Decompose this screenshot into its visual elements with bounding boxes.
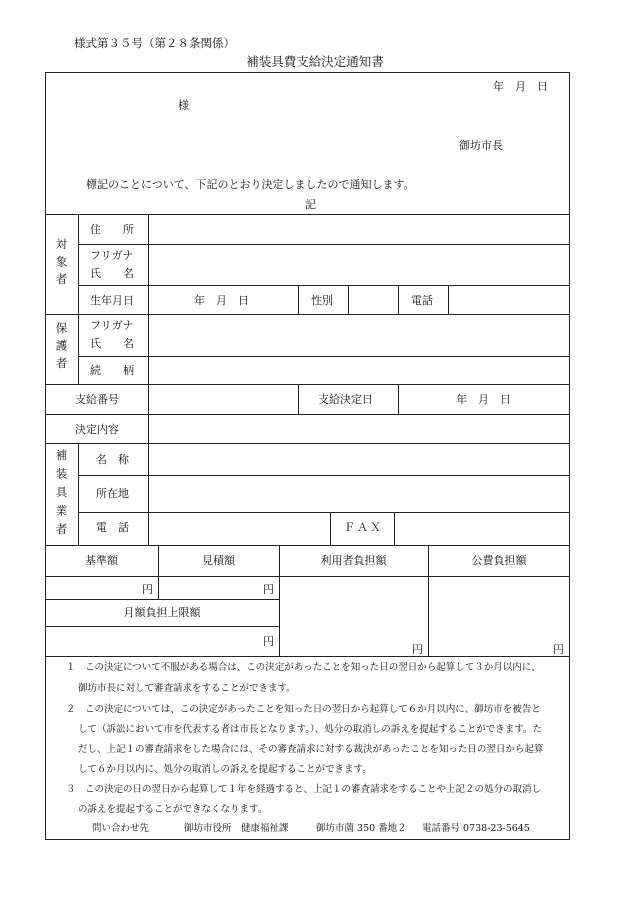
issue-date: 年 月 日 bbox=[493, 80, 548, 93]
rule bbox=[298, 384, 299, 414]
rule bbox=[45, 576, 570, 577]
rule bbox=[45, 314, 570, 315]
form-number: 様式第３５号（第２８条関係） bbox=[74, 36, 235, 50]
birthdate-label: 生年月日 bbox=[90, 294, 134, 307]
monthly-limit-label: 月額負担上限額 bbox=[123, 606, 201, 619]
phone-label: 電話 bbox=[411, 294, 433, 307]
rule bbox=[78, 214, 79, 384]
decision-date-value: 年 月 日 bbox=[456, 393, 511, 406]
intro-text: 標記のことについて、下記のとおり決定しましたので通知します。 bbox=[86, 178, 415, 191]
rule bbox=[45, 443, 570, 444]
contact-phone: 電話番号 0738-23-5645 bbox=[422, 823, 530, 834]
rule bbox=[448, 285, 449, 314]
public-burden-yen: 円 bbox=[553, 643, 564, 656]
rule bbox=[45, 545, 570, 546]
addressee-suffix: 様 bbox=[178, 99, 189, 112]
payment-number-label: 支給番号 bbox=[75, 393, 119, 406]
relation-label: 続 柄 bbox=[90, 364, 134, 377]
user-burden-label: 利用者負担額 bbox=[320, 554, 387, 567]
rule bbox=[45, 414, 570, 415]
ki-label: 記 bbox=[305, 198, 316, 211]
guardian-name-label: 氏 名 bbox=[90, 337, 134, 350]
note-2-line-4: して６か月以内に、処分の取消しの訴えを提起することができます。 bbox=[78, 764, 372, 775]
user-burden-yen: 円 bbox=[412, 643, 423, 656]
rule bbox=[78, 356, 570, 357]
note-1-line-2: 御坊市長に対して審査請求をすることができます。 bbox=[78, 683, 296, 694]
rule bbox=[348, 285, 349, 314]
note-1-line-1: １ この決定について不服がある場合は、この決定があったことを知った日の翌日から起算して３か月以内に、 bbox=[66, 662, 541, 673]
rule bbox=[78, 244, 570, 245]
vendor-location-label: 所在地 bbox=[96, 487, 129, 500]
standard-yen: 円 bbox=[142, 583, 153, 596]
contact-label: 問い合わせ先 bbox=[92, 823, 150, 834]
note-3-line-2: の訴えを提起することができなくなります。 bbox=[78, 804, 268, 815]
rule bbox=[45, 384, 570, 385]
contact-office: 御坊市役所 健康福祉課 bbox=[184, 823, 289, 834]
subject-furigana-label: フリガナ bbox=[90, 249, 134, 262]
vendor-phone-label: 電 話 bbox=[96, 521, 129, 534]
vendor-name-label: 名 称 bbox=[96, 453, 129, 466]
decision-content-label: 決定内容 bbox=[75, 423, 119, 436]
note-3-line-1: ３ この決定の日の翌日から起算して１年を経過すると、上記１の審査請求をすることや上記２の処分の取消し bbox=[66, 784, 542, 795]
contact-address: 御坊市薗 350 番地２ bbox=[316, 823, 407, 834]
note-2-line-3: だし、上記１の審査請求をした場合には、その審査請求に対する裁決があったことを知った日の翌日から起算 bbox=[78, 744, 544, 755]
rule bbox=[78, 285, 570, 286]
vendor-fax-label: ＦＡＸ bbox=[344, 521, 383, 534]
standard-amount-label: 基準額 bbox=[85, 554, 118, 567]
rule bbox=[394, 512, 395, 545]
rule bbox=[78, 475, 570, 476]
rule bbox=[398, 384, 399, 414]
subject-name-label: 氏 名 bbox=[90, 267, 134, 280]
note-2-line-2: して（訴訟において市を代表する者は市長となります。）、処分の取消しの訴えを提起することができます。た bbox=[78, 724, 542, 735]
guardian-furigana-label: フリガナ bbox=[90, 319, 134, 332]
guardian-group-label: 保護者 bbox=[54, 322, 69, 375]
rule bbox=[45, 656, 570, 657]
birthdate-value: 年 月 日 bbox=[194, 294, 249, 307]
rule bbox=[148, 214, 149, 545]
rule bbox=[398, 285, 399, 314]
monthly-limit-yen: 円 bbox=[263, 635, 274, 648]
sex-label: 性別 bbox=[311, 294, 333, 307]
rule bbox=[298, 285, 299, 314]
sender-name: 御坊市長 bbox=[459, 139, 503, 152]
rule bbox=[78, 512, 570, 513]
document-title: 補装具費支給決定通知書 bbox=[246, 54, 384, 69]
rule bbox=[158, 545, 159, 599]
subject-group-label: 対象者 bbox=[54, 238, 69, 291]
estimate-yen: 円 bbox=[263, 583, 274, 596]
rule bbox=[45, 599, 279, 600]
rule bbox=[45, 214, 570, 215]
decision-date-label: 支給決定日 bbox=[318, 393, 373, 406]
address-label: 住 所 bbox=[90, 223, 134, 236]
estimate-amount-label: 見積額 bbox=[202, 554, 235, 567]
vendor-group-label: 補装具業者 bbox=[54, 449, 69, 542]
public-burden-label: 公費負担額 bbox=[471, 554, 527, 567]
rule bbox=[78, 443, 79, 545]
rule bbox=[330, 512, 331, 545]
note-2-line-1: ２ この決定については、この決定があったことを知った日の翌日から起算して６か月以内に、御坊市を被告と bbox=[66, 704, 541, 715]
rule bbox=[45, 626, 279, 627]
